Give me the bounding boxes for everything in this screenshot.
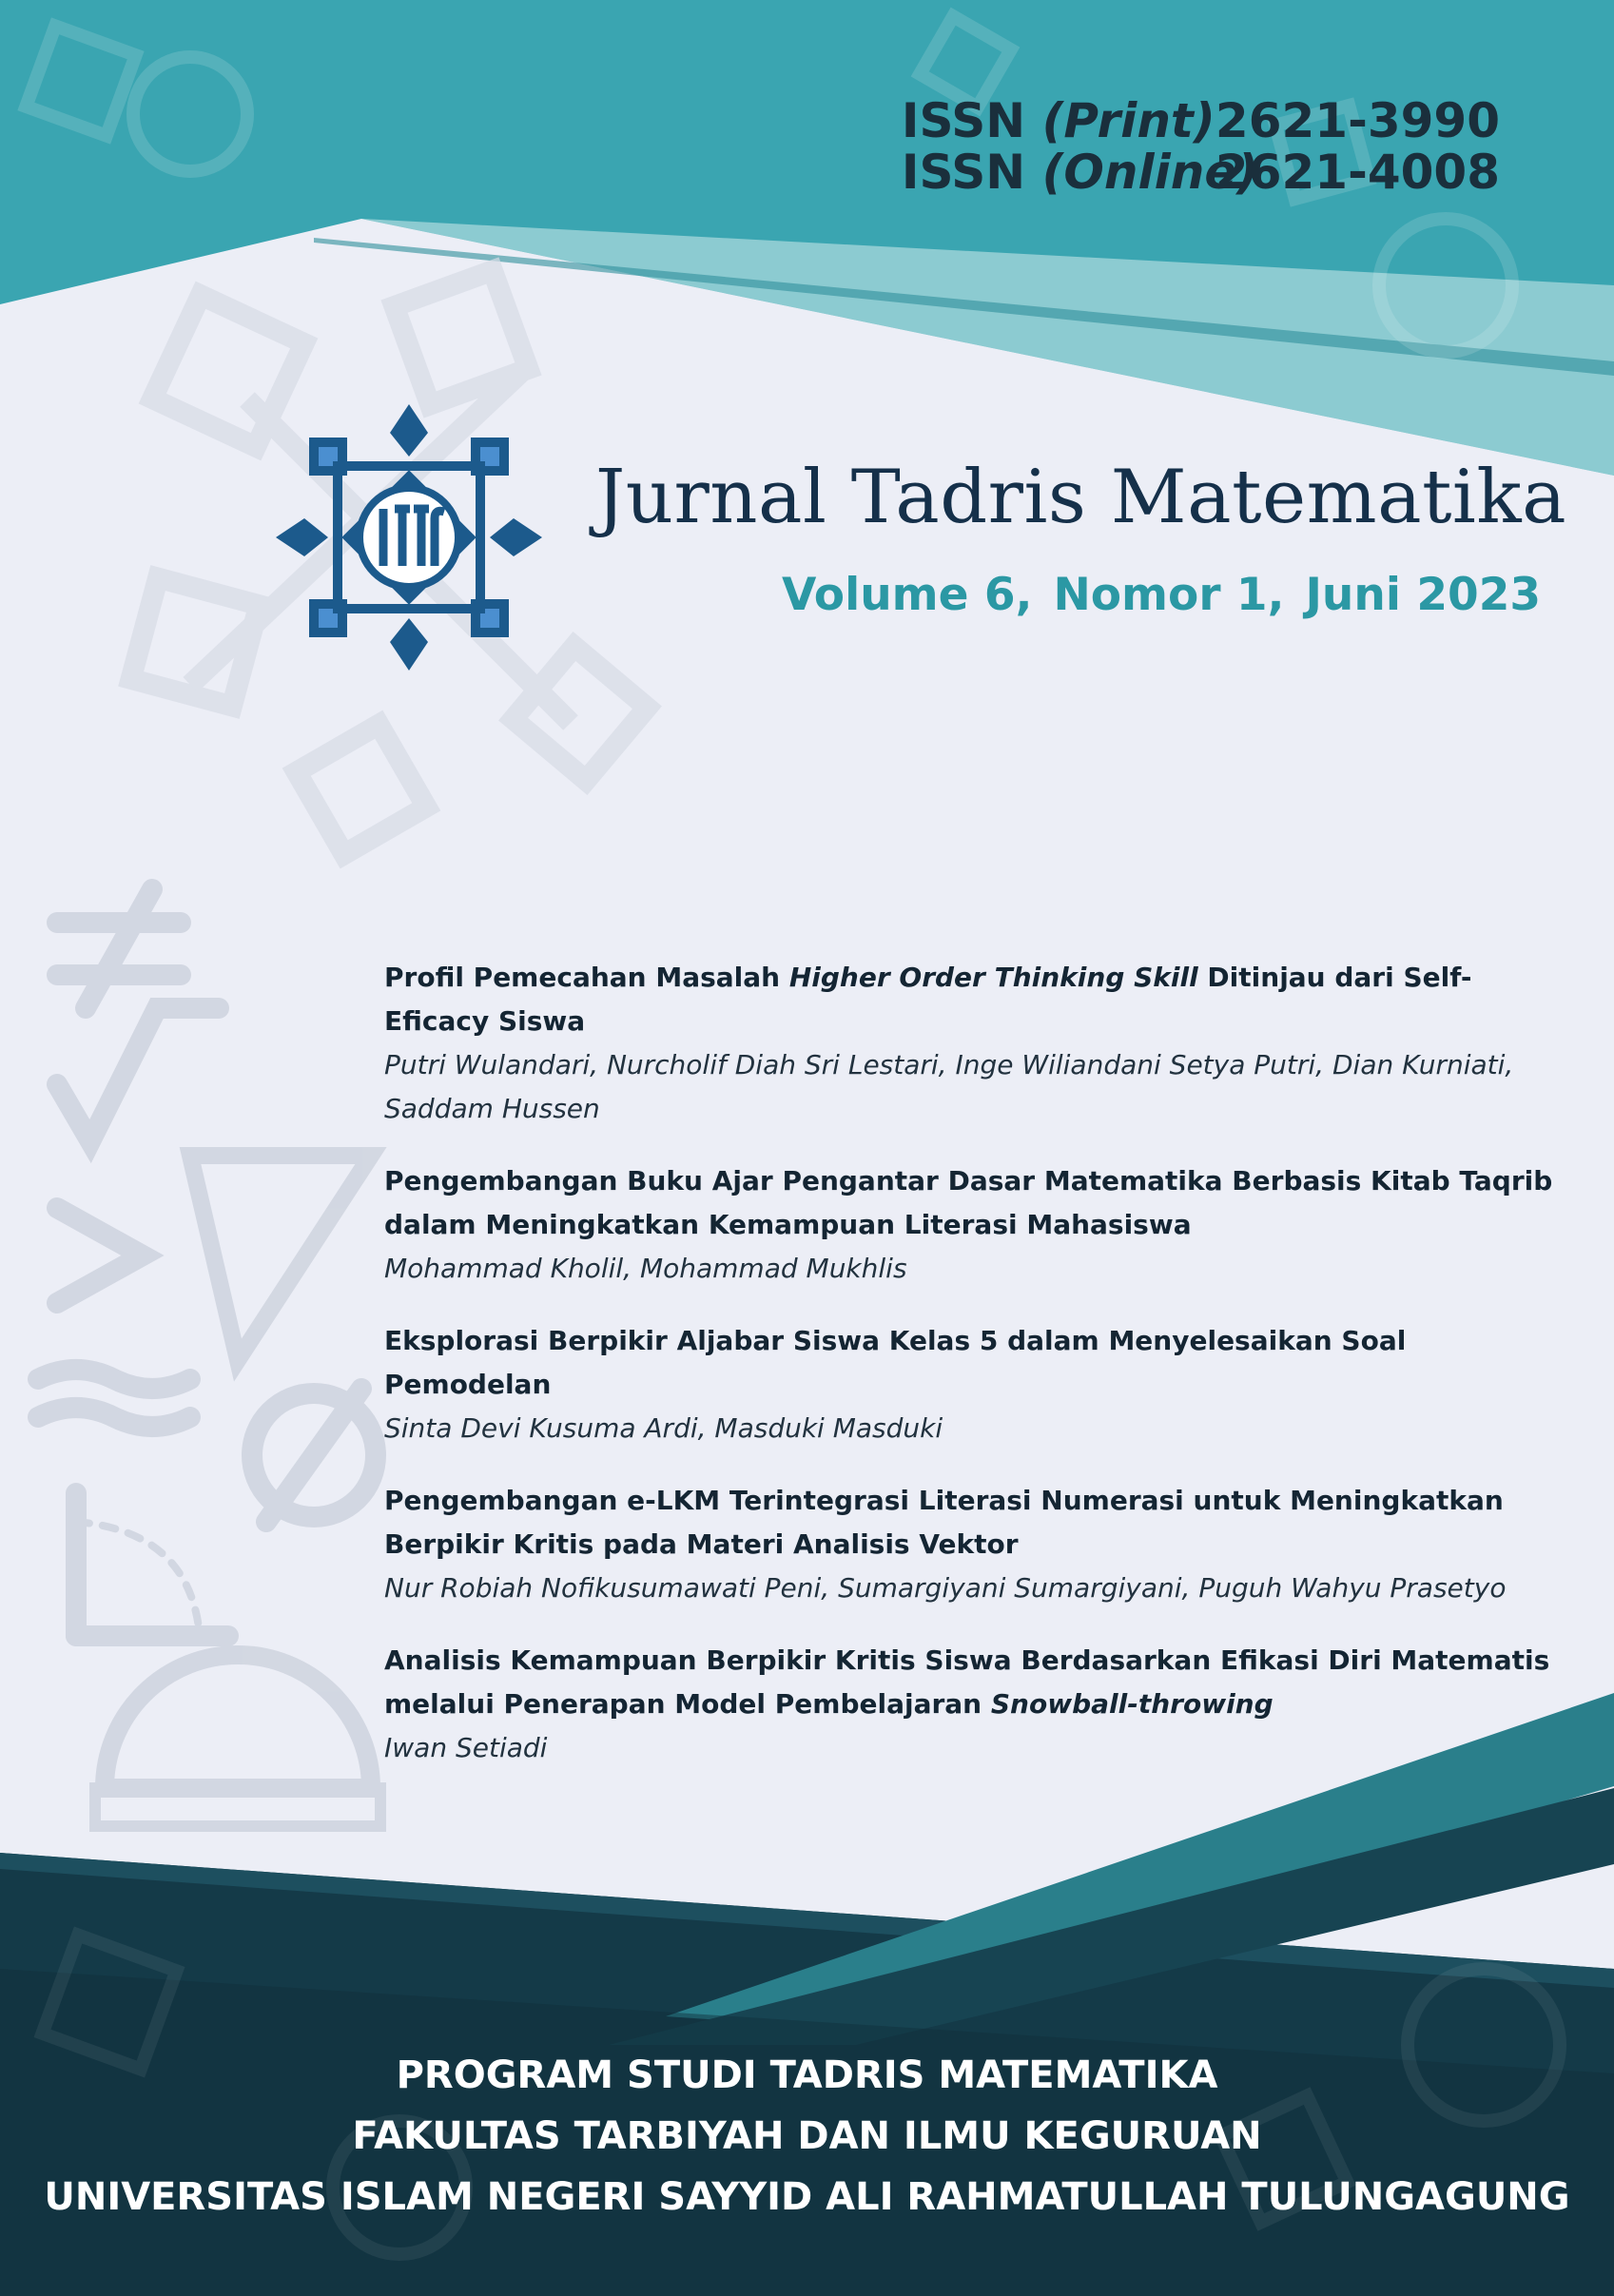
- issn-print-type: (Print): [1041, 93, 1215, 148]
- article-title: Pengembangan e-LKM Terintegrasi Literasi Numerasi untuk Meningkatkan Berpikir Kritis pada Materi Analisis Vektor: [384, 1485, 1504, 1560]
- volume-number: Volume 6,: [782, 569, 1033, 621]
- issn-print-number: 2621-3990: [1215, 93, 1500, 148]
- publisher-footer: [0, 2045, 1614, 2228]
- table-of-contents: [384, 956, 1554, 1799]
- issn-block: [902, 95, 1500, 198]
- issn-online-type: (Online): [1041, 145, 1259, 200]
- issue-number: Nomor 1,: [1053, 569, 1285, 621]
- article-item[interactable]: [384, 1639, 1554, 1770]
- article-title: Profil Pemecahan Masalah Higher Order Thinking Skill Ditinjau dari Self-Eficacy Siswa: [384, 962, 1472, 1037]
- issn-online-label: ISSN: [901, 145, 1042, 200]
- journal-logo-icon: [271, 399, 547, 675]
- article-authors: Nur Robiah Nofikusumawati Peni, Sumargiyani Sumargiyani, Puguh Wahyu Prasetyo: [384, 1572, 1507, 1604]
- university-name: UNIVERSITAS ISLAM NEGERI SAYYID ALI RAHMATULLAH TULUNGAGUNG: [44, 2175, 1570, 2219]
- issn-print-label: ISSN: [901, 93, 1042, 148]
- issue-date: Juni 2023: [1305, 569, 1542, 621]
- article-item[interactable]: [384, 1159, 1554, 1291]
- article-authors: Mohammad Kholil, Mohammad Mukhlis: [384, 1253, 907, 1284]
- faculty-name: FAKULTAS TARBIYAH DAN ILMU KEGURUAN: [352, 2114, 1262, 2158]
- article-title: Pengembangan Buku Ajar Pengantar Dasar Matematika Berbasis Kitab Taqrib dalam Meningkatkan Kemampuan Literasi Mahasiswa: [384, 1165, 1553, 1240]
- article-authors: Iwan Setiadi: [384, 1732, 548, 1763]
- article-authors: Putri Wulandari, Nurcholif Diah Sri Lestari, Inge Wiliandani Setya Putri, Dian Kurniati, Saddam Hussen: [384, 1049, 1514, 1124]
- journal-title: Jurnal Tadris Matematika: [595, 455, 1567, 540]
- issn-online-number: 2621-4008: [1215, 145, 1500, 200]
- article-authors: Sinta Devi Kusuma Ardi, Masduki Masduki: [384, 1412, 943, 1444]
- program-name: PROGRAM STUDI TADRIS MATEMATIKA: [396, 2053, 1218, 2097]
- article-title: Analisis Kemampuan Berpikir Kritis Siswa Berdasarkan Efikasi Diri Matematis melalui Penerapan Model Pembelajaran Snowball-throwing: [384, 1644, 1550, 1720]
- article-item[interactable]: [384, 1479, 1554, 1610]
- article-title: Eksplorasi Berpikir Aljabar Siswa Kelas 5 dalam Menyelesaikan Soal Pemodelan: [384, 1325, 1407, 1400]
- issn-print: [902, 95, 1500, 146]
- article-item[interactable]: [384, 1319, 1554, 1450]
- issn-online: [902, 146, 1500, 198]
- issue-info: [782, 569, 1562, 621]
- article-item[interactable]: [384, 956, 1554, 1131]
